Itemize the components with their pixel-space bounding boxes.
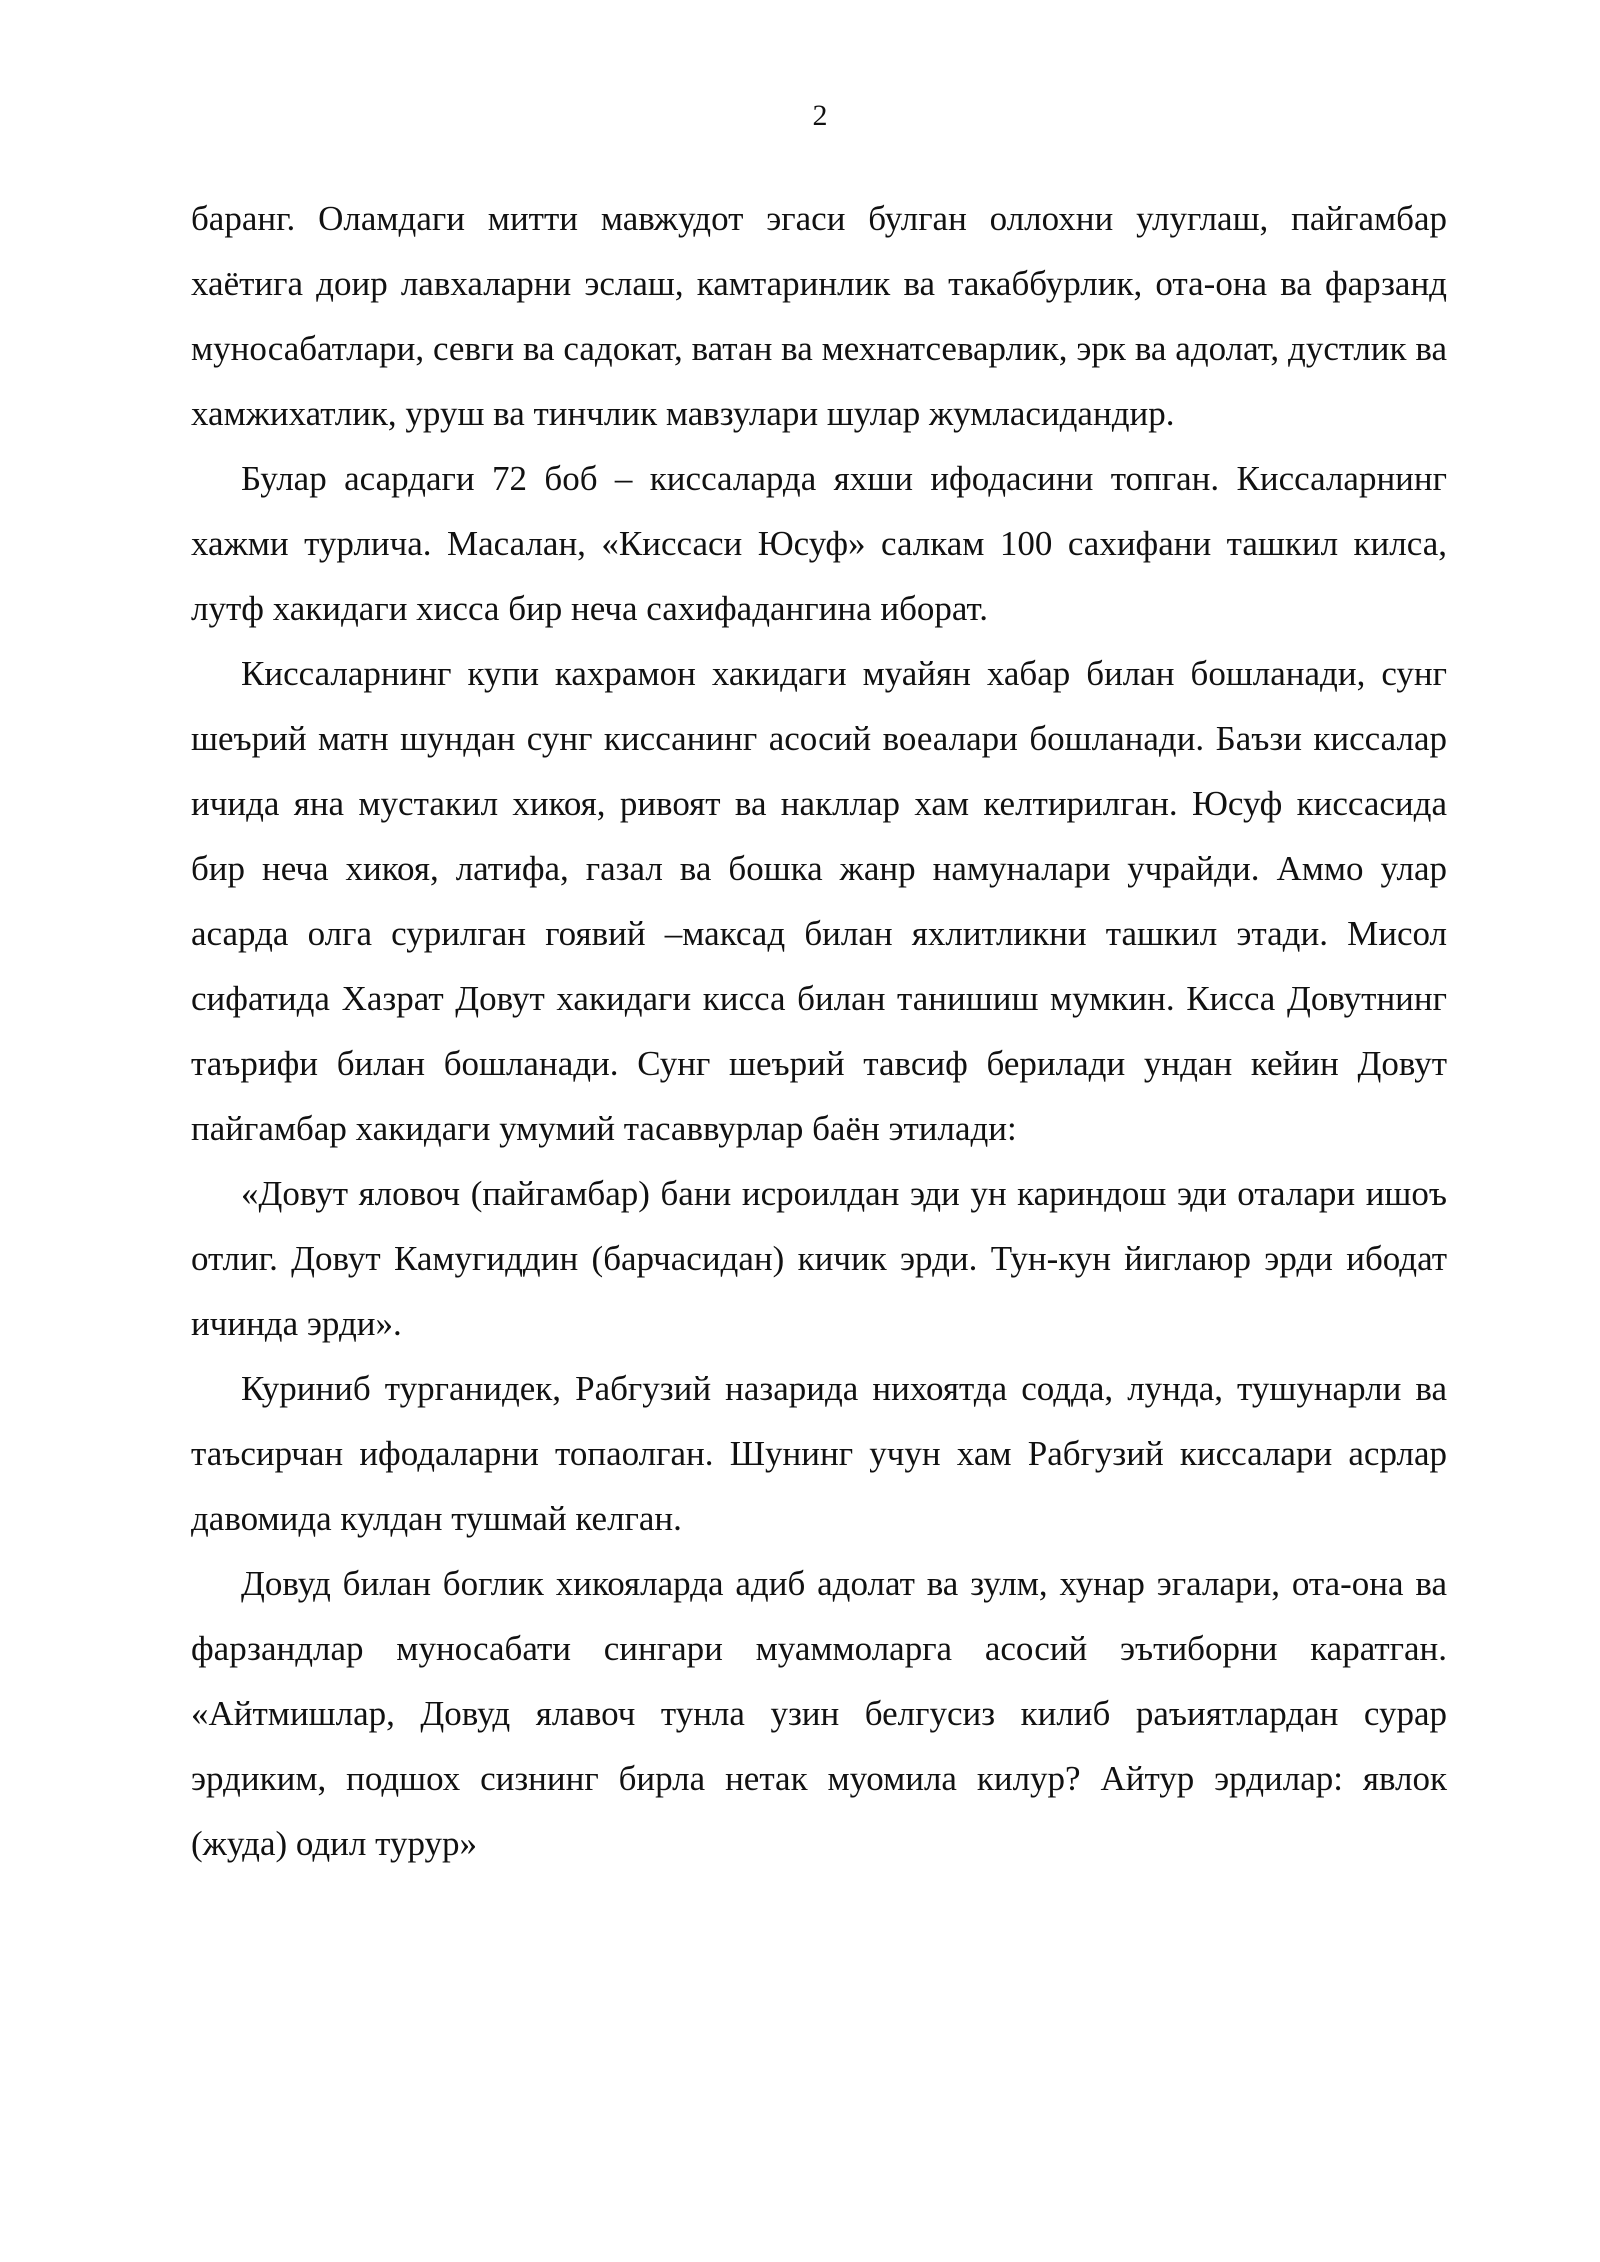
paragraph: Киссаларнинг купи кахрамон хакидаги муайян хабар билан бошланади, сунг шеърий матн шундан сунг киссанинг асосий воеалари бошланади. Баъзи киссалар ичида яна мустакил хикоя, ривоят ва накллар хам келтирилган. Юсуф киссасида бир неча хикоя, латифа, газал ва бошка жанр намуналари учрайди. Аммо улар асарда олга сурилган гоявий –максад билан яхлитликни ташкил этади. Мисол сифатида Хазрат Довут хакидаги кисса билан танишиш мумкин. Кисса Довутнинг таърифи билан бошланади. Сунг шеърий тавсиф берилади ундан кейин Довут пайгамбар хакидаги умумий тасаввурлар баён этилади: [191, 654, 1447, 1148]
paragraph: Довуд билан боглик хикояларда адиб адолат ва зулм, хунар эгалари, ота-она ва фарзандлар муносабати сингари муаммоларга асосий эътиборни каратган. «Айтмишлар, Довуд ялавоч тунла узин белгусиз килиб раъиятлардан сурар эрдиким, подшох сизнинг бирла нетак муомила килур? Айтур эрдилар: явлок (жуда) одил турур» [191, 1564, 1447, 1863]
quotation-paragraph: «Довут яловоч (пайгамбар) бани исроилдан эди ун кариндош эди оталари ишоъ отлиг. Довут Камугиддин (барчасидан) кичик эрди. Тун-кун йиглаюр эрди ибодат ичинда эрди». [191, 1174, 1447, 1343]
paragraph: Булар асардаги 72 боб – киссаларда яхши ифодасини топган. Киссаларнинг хажми турлича. Масалан, «Киссаси Юсуф» салкам 100 сахифани ташкил килса, лутф хакидаги хисса бир неча сахифадангина иборат. [191, 459, 1447, 628]
paragraph: Куриниб турганидек, Рабгузий назарида нихоятда содда, лунда, тушунарли ва таъсирчан ифодаларни топаолган. Шунинг учун хам Рабгузий киссалари асрлар давомида кулдан тушмай келган. [191, 1369, 1447, 1538]
page-number: 2 [812, 99, 828, 132]
paragraph: баранг. Оламдаги митти мавжудот эгаси булган оллохни улуглаш, пайгамбар хаётига доир лавхаларни эслаш, камтаринлик ва такаббурлик, ота-она ва фарзанд муносабатлари, севги ва садокат, ватан ва мехнатсеварлик, эрк ва адолат, дустлик ва хамжихатлик, уруш ва тинчлик мавзулари шулар жумласидандир. [191, 199, 1447, 433]
document-body [191, 186, 1447, 1876]
